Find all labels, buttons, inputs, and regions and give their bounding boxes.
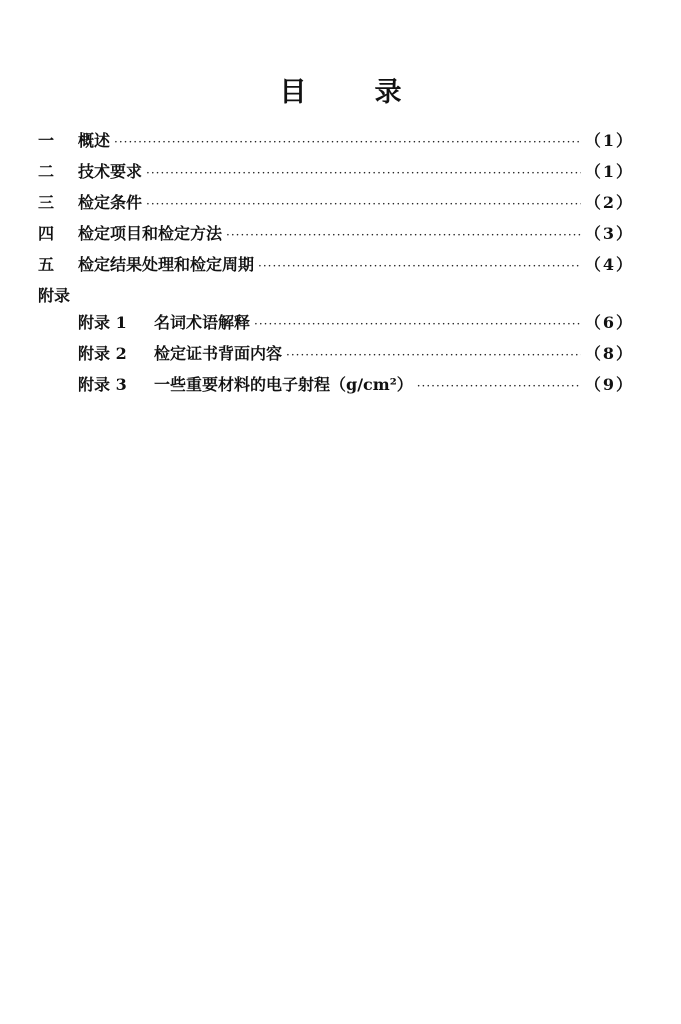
dot-leader	[146, 166, 581, 180]
appendix-entry-label: 检定证书背面内容	[154, 344, 283, 363]
toc-entry-number: 二	[38, 162, 55, 181]
toc-entry-page: （2）	[584, 193, 634, 212]
toc-entry-page: （1）	[584, 131, 634, 150]
toc-entry-2[interactable]	[38, 159, 634, 190]
dot-leader	[114, 135, 581, 149]
title-char-2: 录	[374, 77, 402, 108]
toc-entry-5[interactable]	[38, 252, 634, 283]
appendix-entry-2[interactable]	[38, 341, 634, 372]
appendix-heading	[38, 283, 634, 310]
toc-entry-4[interactable]	[38, 221, 634, 252]
toc-entry-page: （3）	[584, 224, 634, 243]
toc-entry-label: 技术要求	[78, 162, 143, 181]
dot-leader	[254, 317, 581, 331]
title-char-1: 目	[279, 77, 307, 108]
appendix-entry-page: （9）	[584, 375, 634, 394]
dot-leader	[258, 259, 581, 273]
toc-entry-1[interactable]	[38, 128, 634, 159]
appendix-heading-label: 附录	[38, 286, 71, 305]
toc-entry-page: （1）	[584, 162, 634, 181]
appendix-entry-page: （6）	[584, 313, 634, 332]
table-of-contents	[38, 128, 634, 403]
appendix-entry-number: 附录 2	[78, 344, 127, 363]
toc-entry-label: 概述	[78, 131, 111, 150]
appendix-entry-number: 附录 3	[78, 375, 127, 394]
dot-leader	[286, 348, 581, 362]
toc-entry-number: 三	[38, 193, 55, 212]
appendix-entry-label: 一些重要材料的电子射程（g/cm²）	[154, 375, 413, 394]
dot-leader	[146, 197, 581, 211]
dot-leader	[226, 228, 581, 242]
toc-entry-number: 四	[38, 224, 55, 243]
toc-entry-label: 检定条件	[78, 193, 143, 212]
appendix-entry-label: 名词术语解释	[154, 313, 251, 332]
appendix-entry-3[interactable]	[38, 372, 634, 403]
appendix-entry-number: 附录 1	[78, 313, 127, 332]
dot-leader	[417, 379, 581, 393]
page-title	[0, 70, 681, 109]
toc-entry-label: 检定项目和检定方法	[78, 224, 223, 243]
toc-entry-page: （4）	[584, 255, 634, 274]
toc-entry-label: 检定结果处理和检定周期	[78, 255, 255, 274]
toc-entry-3[interactable]	[38, 190, 634, 221]
appendix-entry-page: （8）	[584, 344, 634, 363]
toc-entry-number: 五	[38, 255, 55, 274]
appendix-entry-1[interactable]	[38, 310, 634, 341]
toc-entry-number: 一	[38, 131, 55, 150]
